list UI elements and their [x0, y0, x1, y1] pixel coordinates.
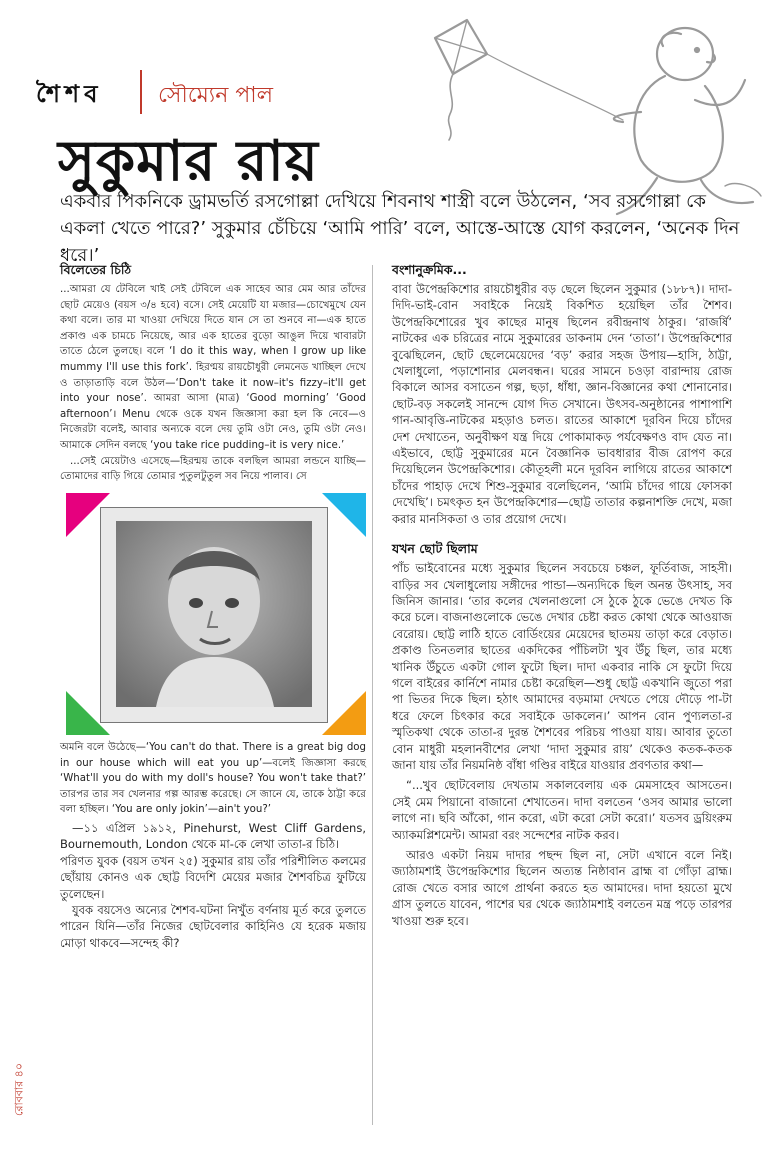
column-divider — [372, 265, 373, 1125]
commentary-paragraph-1: পরিণত যুবক (বয়স তখন ২৫) সুকুমার রায় তাঁর পরিশীলিত কলমের ছোঁয়ায় কোনও এক ছোট্ট বিদেশি মেয়ের মজার শৈশবচিত্র ফুটিয়ে তুলেছেন। — [60, 853, 366, 901]
memoir-quote-2: আরও একটা নিয়ম দাদার পছন্দ ছিল না, সেটা এখানে বলে নিই। জ্যাঠামশাই উপেন্দ্রকিশোর ছিলেন অত্যন্ত নিষ্ঠাবান ব্রাহ্ম বা গোঁড়া ব্রাহ্ম। রোজ খেতে বসার আগে প্রার্থনা করতে হত আমাদের। দাদা হয়তো মুখে গ্রাস তুলতে যাবেন, পাশের ঘর থেকে জ্যাঠামশাই বলতেন মন্ত্র পড়ে তারপর খাওয়া শুরু হবে। — [392, 848, 732, 928]
label-divider — [140, 70, 142, 114]
memoir-quote-1: “...খুব ছোটবেলায় দেখতাম সকালবেলায় এক মেমসাহেব আসতেন। সেই মেম পিয়ানো বাজানো শেখাতেন। দাদা বলতেন ‘ওসব আমার ভালো লাগে না। ছবি আঁকো, গান করো, এটা করো সেটা করো।’ যতসব ড্রয়িংরুম অ্যাকমপ্লিশমেন্ট। আমরা বরং সন্দেশের নাটক করব। — [392, 778, 732, 842]
right-column — [392, 262, 732, 929]
lineage-text: বাবা উপেন্দ্রকিশোর রায়চৌধুরীর বড় ছেলে ছিলেন সুকুমার (১৮৮৭)। দাদা-দিদি-ভাই-বোন সবাইকে নিয়েই বিকশিত হয়েছিল তাঁর শৈশব। উপেন্দ্রকিশোরের খুব কাছের মানুষ ছিলেন রবীন্দ্রনাথ ঠাকুর। ‘রাজর্ষি’ নাটকের এক চরিত্রের নামে সুকুমারের ডাকনাম দেন ‘তাতা’। উপেন্দ্রকিশোর বুঝেছিলেন, ছোট ছেলেমেয়েদের ‘বড়’ করার সহজ উপায়—হাসি, ঠাট্টা, খেলাধুলো, পড়াশোনার মেলবন্ধন। ঘরের সামনে চওড়া বারান্দায় রোজ বিকালে আসর বসাতেন গল্প, ছড়া, ধাঁধা, জ্ঞান-বিজ্ঞানের কথা শোনানোর। ছোট-বড় সকলেই সানন্দে যোগ দিত সেখানে। উৎসব-অনুষ্ঠানের পাশাপাশি গান-আবৃত্তি-নাটকের মহড়াও চলত। রাতের আকাশে দূরবিন দিয়ে চাঁদের দেশ দেখাতেন, অনুবীক্ষণ যন্ত্র দিয়ে পোকামাকড় পর্যবেক্ষণও বাদ যেত না। এইভাবে, ছোট্ট সুকুমারের মনে বৈজ্ঞানিক ভাবধারার বীজ রোপণ করে দিয়েছিলেন উপেন্দ্রকিশোর। কৌতূহলী মনে দূরবিন লাগিয়ে রাতের আকাশে চাঁদের পাহাড় দেখে শিশু-সুকুমার বলেছিলেন, ‘আমি চাঁদের গায়ে ফোসকা দেখেছি’। চমৎকৃত হন উপেন্দ্রকিশোর—ছোট্ট তাতার কল্পনাশক্তি দেখে, মজা করার মানসিকতা ও তার প্রয়োগ দেখে। — [392, 282, 732, 526]
photo-corner-accents — [66, 493, 366, 735]
letter-text: ...আমরা যে টেবিলে খাই সেই টেবিলে এক সাহেব আর মেম আর তাঁদের ছোট মেয়েও (বয়স ৩/৪ হবে) বসে। সেই মেয়েটি যা মজার—চোখেমুখে যেন কথা বলে। তার মা খাওয়া দেখিয়ে দিতে যান সে তা শুনবে না—এক হাতে প্রকাণ্ড এক চামচে নিয়েছে, আর এক হাতের বুড়ো আঙুল দিয়ে খাবারটা তাতে ঠেলে তুলছে। বলে ‘I do it this way, when I grow up like mummy I'll use this fork’. হিরণ্ময় রায়চৌধুরী লেমনেড খাচ্ছিল দেখে ও তাড়াতাড়ি বলে উঠল—‘Don't take it now–it's fizzy–it'll get into your nose’. আমরা আসা (মাত্র) ‘Good morning’ ‘Good afternoon’। Menu থেকে ওকে যখন জিজ্ঞাসা করা হল কি নেবে—ও নিজেরটা বলেই, আবার অন্যকে বলে দেয় তুমি ওটা নেও, তুমি ওটা নেও। আমাকে সেদিন বলছে ‘you take rice pudding–it is very nice.’ — [60, 284, 366, 451]
section-heading-lineage: বংশানুক্রমিক... — [392, 262, 467, 277]
letter-dateline: —১১ এপ্রিল ১৯১২, Pinehurst, West Cliff Gardens, Bournemouth, London থেকে মা-কে লেখা তাতা-র চিঠি। — [60, 820, 366, 852]
page-footer-label — [10, 1040, 28, 1140]
page-title: সুকুমার রায় — [58, 129, 319, 194]
corner-green — [66, 691, 110, 735]
section-label: শৈশব — [36, 80, 103, 108]
corner-cyan — [322, 493, 366, 537]
author-name: সৌম্যেন পাল — [158, 83, 274, 108]
corner-magenta — [66, 493, 110, 537]
section-heading-letter: বিলেতের চিঠি — [60, 262, 132, 277]
letter-text-continued: ...সেই মেয়েটাও এসেছে—হিরন্ময় তাকে বলছিল আমরা লন্ডনে যাচ্ছি—তোমাদের বাড়ি গিয়ে তোমার পুতুলটুতুল সব নিয়ে পালাব। সে — [60, 455, 366, 483]
corner-orange — [322, 691, 366, 735]
magazine-page-number: রোববার ৪০ — [12, 1063, 26, 1116]
photo-block — [66, 493, 366, 735]
commentary-paragraph-2: যুবক বয়সেও অন্যের শৈশব-ঘটনা নিখুঁত বর্ণনায় মূর্ত করে তুলতে পারেন যিনি—তাঁর নিজের ছোটবেলার কাহিনিও যে হরেক মজায় মোড়া থাকবে—সন্দেহ কী? — [60, 903, 366, 950]
letter-ending: অমনি বলে উঠেছে—‘You can't do that. There is a great big dog in our house which will eat you up’—বলেই জিজ্ঞাসা করছে ‘What'll you do with my doll's house? You won't take that?’ তারপর তার সব খেলনার গল্প আরম্ভ করেছে। সে জানে যে, তাকে ঠাট্টা করে বলা হচ্ছিল। ‘You are only jokin’—ain't you?’ — [60, 742, 366, 816]
intro-paragraph: একবার পিকনিকে ড্রামভর্তি রসগোল্লা দেখিয়ে শিবনাথ শাস্ত্রী বলে উঠলেন, ‘সব রসগোল্লা কে একলা খেতে পারে?’ সুকুমার চেঁচিয়ে ‘আমি পারি’ বলে, আস্তে-আস্তে যোগ করলেন, ‘অনেক দিন ধরে।’ — [60, 191, 740, 266]
left-column-bottom — [60, 740, 366, 951]
childhood-text: পাঁচ ভাইবোনের মধ্যে সুকুমার ছিলেন সবচেয়ে চঞ্চল, ফূর্তিবাজ, সাহসী। বাড়ির সব খেলাধুলোয় সঙ্গীদের পান্ডা—অন্যদিকে ছিল অনন্ত উৎসাহ, সব জিনিস জানার। ‘তার কলের খেলনাগুলো সে ঠুকে ঠুকে ভেঙে দেখত কি করে চলে। বাজনাগুলোকে ভেঙে দেখার চেষ্টা করত কোথা থেকে আওয়াজ বেরোয়। ছোট্ট লাঠি হাতে বোর্ডিংয়ের মেয়েদের ছাতময় তাড়া করে বেড়াত। প্রকাণ্ড তিনতলার ছাতের একদিকের পাঁচিলটা খুব উঁচু ছিল, তার মধ্যে খানিক উঁচুতে একটা গোল ফুটো ছিল। দাদা একবার নাকি সে ফুটো দিয়ে গলে বাইরের কার্নিশে নামার চেষ্টা করেছিল—শুধু ছোট্ট একখানি জুতো পরা পা ভিতর দিকে ছিল। হঠাৎ আমাদের বড়মামা দেখতে পেয়ে দৌড়ে পা-টা ধরে ফেলে চিৎকার করে সবাইকে ডাকলেন।’ আপন বোন পুণ্যলতা-র স্মৃতিকথা থেকে তাতা-র দুরন্ত শৈশবের পরিচয় পাওয়া যায়। আবার তুতো বোন মাধুরী মহলানবীশের লেখা ‘দাদা সুকুমার রায়’ থেকেও কতক-কতক জানা যায় তাঁর নিয়মনিষ্ঠ বাঁধা গণ্ডির বাইরে যাওয়ার প্রবণতার কথা— — [392, 561, 732, 772]
section-heading-childhood: যখন ছোট ছিলাম — [392, 541, 478, 557]
left-column-top — [60, 262, 366, 485]
